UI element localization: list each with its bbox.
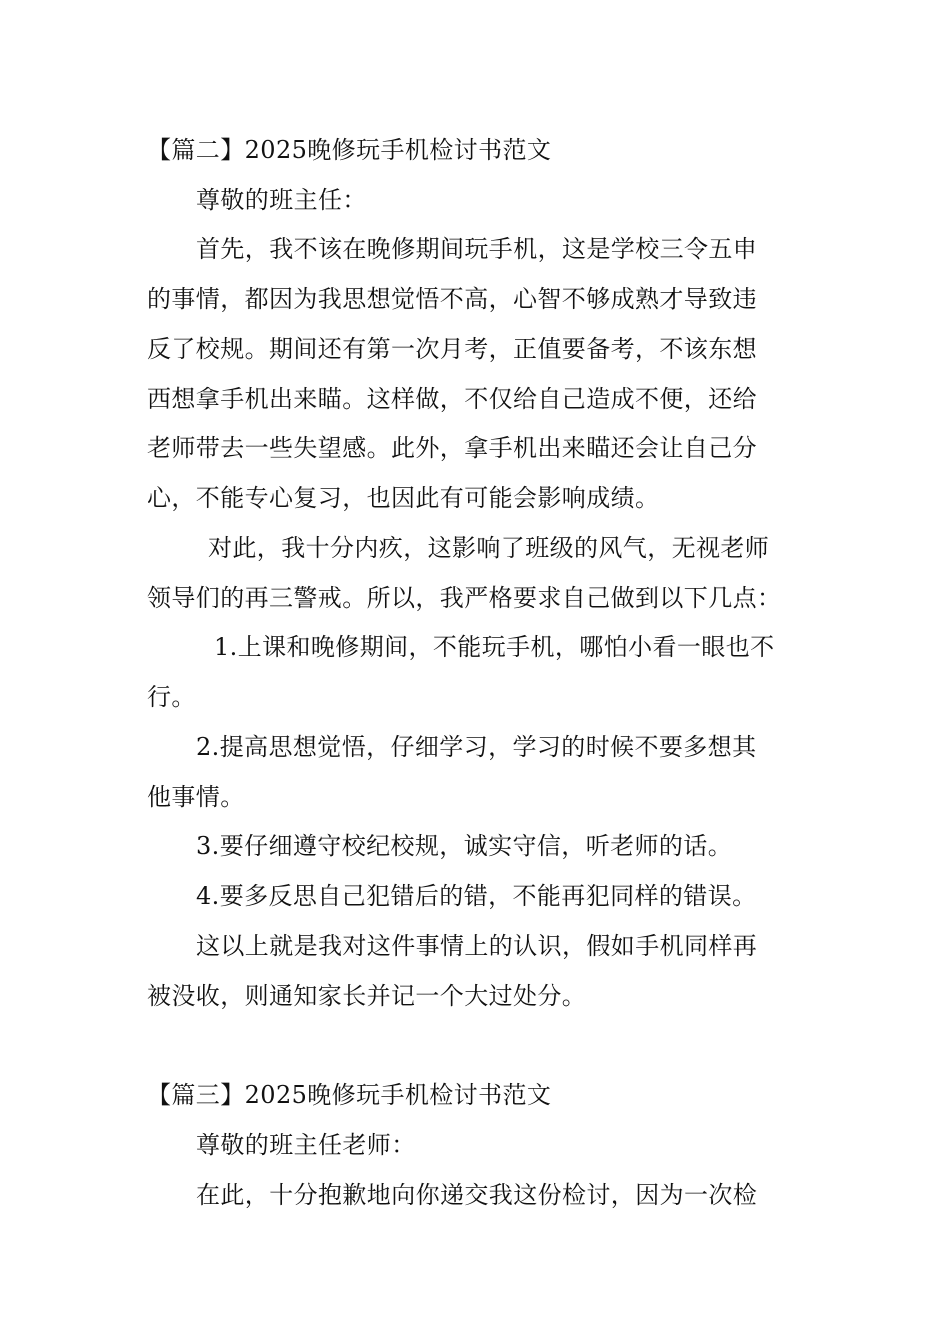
paragraph-line: 被没收，则通知家长并记一个大过处分。 xyxy=(147,982,587,1010)
paragraph-line: 对此，我十分内疚，这影响了班级的风气，无视老师 xyxy=(208,534,770,562)
paragraph-line: 西想拿手机出来瞄。这样做，不仅给自己造成不便，还给 xyxy=(147,385,757,413)
paragraph-line: 这以上就是我对这件事情上的认识，假如手机同样再 xyxy=(196,932,758,960)
list-item: 行。 xyxy=(147,683,196,711)
salutation: 尊敬的班主任老师： xyxy=(196,1131,416,1159)
list-item: 3.要仔细遵守校纪校规，诚实守信，听老师的话。 xyxy=(196,832,733,860)
paragraph-line: 首先，我不该在晚修期间玩手机，这是学校三令五申 xyxy=(196,235,758,263)
section-heading: 【篇三】2025晚修玩手机检讨书范文 xyxy=(147,1081,552,1109)
paragraph-line: 心，不能专心复习，也因此有可能会影响成绩。 xyxy=(147,484,660,512)
paragraph-line: 的事情，都因为我思想觉悟不高，心智不够成熟才导致违 xyxy=(147,285,757,313)
paragraph-line: 老师带去一些失望感。此外，拿手机出来瞄还会让自己分 xyxy=(147,434,757,462)
paragraph-line: 领导们的再三警戒。所以，我严格要求自己做到以下几点： xyxy=(147,584,782,612)
list-item: 他事情。 xyxy=(147,783,245,811)
list-item: 1.上课和晚修期间，不能玩手机，哪怕小看一眼也不 xyxy=(214,633,775,661)
paragraph-line: 在此，十分抱歉地向你递交我这份检讨，因为一次检 xyxy=(196,1181,758,1209)
list-item: 4.要多反思自己犯错后的错，不能再犯同样的错误。 xyxy=(196,882,757,910)
salutation: 尊敬的班主任： xyxy=(196,186,367,214)
paragraph-line: 反了校规。期间还有第一次月考，正值要备考，不该东想 xyxy=(147,335,757,363)
section-heading: 【篇二】2025晚修玩手机检讨书范文 xyxy=(147,136,552,164)
list-item: 2.提高思想觉悟，仔细学习，学习的时候不要多想其 xyxy=(196,733,757,761)
